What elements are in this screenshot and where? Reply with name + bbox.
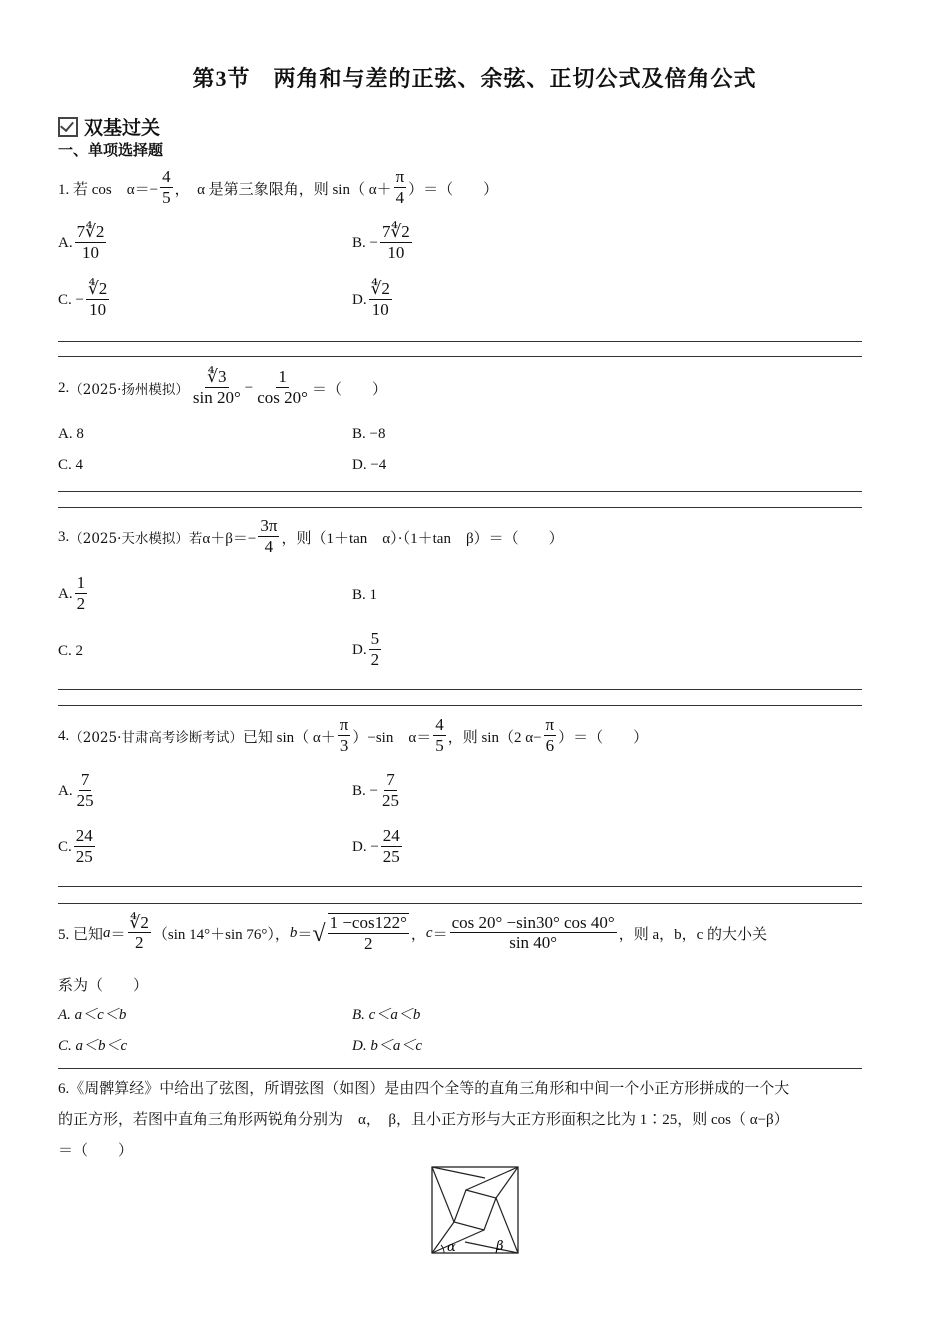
q2-source: （2025·扬州模拟） bbox=[69, 382, 189, 399]
q2-option-b[interactable]: B. −8 bbox=[352, 426, 386, 442]
subsection-heading: 一、单项选择题 bbox=[58, 143, 164, 159]
frac-den: 2 bbox=[76, 593, 86, 613]
q5-stem-a: 5. 已知 bbox=[58, 927, 104, 944]
frac-den: 2 bbox=[134, 933, 144, 953]
frac-den: sin 40° bbox=[509, 933, 558, 953]
q5-comma: ， bbox=[410, 927, 426, 944]
answer-line bbox=[58, 507, 862, 508]
option-label: B. − bbox=[352, 782, 378, 799]
q3-option-a[interactable] bbox=[58, 574, 89, 614]
option-frac bbox=[381, 827, 402, 867]
frac-num: π bbox=[395, 167, 405, 186]
question-4 bbox=[58, 716, 648, 756]
frac-den: 10 bbox=[89, 299, 107, 319]
q4-frac-1 bbox=[338, 716, 351, 756]
frac-num: 1 −cos122° bbox=[329, 913, 407, 932]
frac-num: 1 bbox=[278, 367, 287, 386]
frac-den: 10 bbox=[371, 299, 389, 319]
q5-eq: ＝ bbox=[110, 927, 126, 944]
inner-square bbox=[454, 1190, 496, 1230]
q4-option-c[interactable] bbox=[58, 827, 97, 867]
option-frac bbox=[75, 771, 96, 811]
q4-option-a[interactable] bbox=[58, 771, 98, 811]
q4-frac-3 bbox=[544, 716, 557, 756]
option-frac bbox=[75, 574, 88, 614]
q5-stem-line2: 系为（ ） bbox=[58, 978, 149, 994]
q4-option-b[interactable] bbox=[352, 771, 403, 811]
q4-stem-a: 已知 sin（ α＋ bbox=[242, 729, 336, 746]
q2-frac-2 bbox=[255, 368, 310, 408]
frac-den: 2 bbox=[363, 933, 373, 953]
frac-num: 4 bbox=[435, 715, 444, 734]
q4-frac-2 bbox=[433, 716, 446, 756]
frac-den: 25 bbox=[381, 790, 399, 810]
answer-line bbox=[58, 689, 862, 690]
frac-den: 25 bbox=[382, 846, 400, 866]
guide bbox=[432, 1167, 518, 1253]
answer-line bbox=[58, 903, 862, 904]
q2-tail: ＝（ ） bbox=[311, 381, 387, 398]
frac-den: 4 bbox=[264, 536, 274, 556]
tri-edge bbox=[465, 1242, 518, 1253]
q4-number: 4. bbox=[58, 727, 70, 744]
answer-line bbox=[58, 341, 862, 342]
question-5 bbox=[58, 913, 767, 954]
q4-stem-d: ）＝（ ） bbox=[558, 729, 649, 746]
frac-num: 7∜2 bbox=[381, 222, 410, 241]
q3-option-c[interactable]: C. 2 bbox=[58, 643, 84, 659]
q5-option-c[interactable]: C. a＜b＜c bbox=[58, 1038, 128, 1054]
option-label: A. bbox=[58, 234, 73, 251]
q5-eq: ＝ bbox=[297, 927, 313, 944]
q1-stem-b: ， α 是第三象限角，则 sin（ α＋ bbox=[174, 181, 392, 198]
frac-den: 4 bbox=[395, 187, 405, 207]
frac-num: ∜2 bbox=[87, 279, 108, 298]
q3-option-d[interactable] bbox=[352, 630, 383, 670]
q5-frac-c bbox=[450, 914, 617, 954]
option-label: C. − bbox=[58, 291, 84, 308]
q1-frac-2 bbox=[394, 168, 407, 208]
option-label: A. bbox=[58, 782, 73, 799]
frac-den: cos 20° bbox=[257, 387, 308, 407]
q2-frac-1 bbox=[191, 368, 243, 408]
q3-number: 3. bbox=[58, 528, 70, 545]
option-label: D. bbox=[352, 641, 367, 658]
q4-stem-b: ）−sin α＝ bbox=[352, 729, 432, 746]
q6-line-1: 6.《周髀算经》中给出了弦图，所谓弦图（如图）是由四个全等的直角三角形和中间一个小正方形拼成的一个大 bbox=[58, 1081, 790, 1097]
frac-den: 3 bbox=[339, 735, 349, 755]
checkbox-icon bbox=[58, 117, 78, 137]
q5-stem-c: ，则 a，b，c 的大小关 bbox=[618, 927, 768, 944]
q5-option-b[interactable]: B. c＜a＜b bbox=[352, 1007, 421, 1023]
frac-num: 1 bbox=[76, 573, 86, 592]
answer-line bbox=[58, 491, 862, 492]
frac-num: cos 20° −sin30° cos 40° bbox=[451, 912, 615, 932]
answer-line bbox=[58, 1068, 862, 1069]
q3-frac bbox=[258, 517, 279, 557]
frac-num: 4 bbox=[162, 167, 171, 186]
answer-line bbox=[58, 886, 862, 887]
section-heading bbox=[58, 113, 160, 140]
answer-line bbox=[58, 356, 862, 357]
q1-option-a[interactable] bbox=[58, 223, 108, 263]
q2-option-c[interactable]: C. 4 bbox=[58, 457, 84, 473]
frac-den: 5 bbox=[435, 735, 444, 755]
frac-den: 10 bbox=[82, 242, 100, 262]
frac-num: 24 bbox=[382, 826, 400, 845]
option-label: C. bbox=[58, 838, 72, 855]
frac-num: π bbox=[339, 715, 349, 734]
question-2 bbox=[58, 368, 387, 408]
frac-num: 5 bbox=[370, 629, 380, 648]
q5-var-b: b bbox=[289, 925, 298, 942]
option-label: A. bbox=[58, 585, 73, 602]
option-frac bbox=[380, 771, 401, 811]
q5-option-d[interactable]: D. b＜a＜c bbox=[352, 1038, 422, 1054]
q1-stem-c: ）＝（ ） bbox=[408, 181, 499, 198]
frac-den: 5 bbox=[162, 187, 171, 207]
q2-number: 2. bbox=[58, 379, 70, 396]
q5-frac-a bbox=[128, 914, 151, 954]
frac-num: π bbox=[545, 715, 555, 734]
frac-num: 3π bbox=[260, 516, 278, 535]
q2-option-a[interactable]: A. 8 bbox=[58, 426, 84, 442]
option-frac bbox=[75, 223, 107, 263]
frac-den: 25 bbox=[75, 846, 93, 866]
q5-var-c: c bbox=[425, 925, 433, 942]
sqrt-sign-icon: √ bbox=[312, 920, 326, 947]
frac-num: 24 bbox=[75, 826, 93, 845]
frac-num: ∜3 bbox=[207, 367, 227, 386]
q4-stem-c: ，则 sin（2 α− bbox=[447, 729, 542, 746]
frac-den: 2 bbox=[370, 649, 380, 669]
q6-line-2: 的正方形，若图中直角三角形两锐角分别为 α， β，且小正方形与大正方形面积之比为 1∶25，则 cos（ α−β） bbox=[58, 1112, 789, 1128]
tri-edge bbox=[432, 1167, 485, 1178]
q4-option-d[interactable] bbox=[352, 827, 404, 867]
question-1 bbox=[58, 168, 498, 208]
page-title: 第3节 两角和与差的正弦、余弦、正切公式及倍角公式 bbox=[192, 66, 757, 91]
option-label: D. bbox=[352, 291, 367, 308]
q1-stem-a: 1. 若 cos α＝− bbox=[58, 181, 159, 198]
frac-den: 25 bbox=[76, 790, 94, 810]
q5-frac-b bbox=[328, 913, 409, 954]
option-label: B. − bbox=[352, 234, 378, 251]
q2-minus: − bbox=[244, 379, 254, 396]
outer-square bbox=[432, 1167, 518, 1253]
q1-option-b[interactable] bbox=[352, 223, 414, 263]
q3-source: （2025·天水模拟）若 bbox=[69, 531, 203, 548]
frac-num: 7∜2 bbox=[76, 222, 105, 241]
option-frac bbox=[86, 280, 109, 320]
tri-edge bbox=[432, 1167, 454, 1222]
beta-label: β bbox=[496, 1239, 504, 1254]
frac-num: 7 bbox=[80, 770, 90, 789]
answer-line bbox=[58, 705, 862, 706]
q6-line-3: ＝（ ） bbox=[58, 1143, 134, 1159]
q5-var-a: a bbox=[103, 925, 111, 942]
option-frac bbox=[369, 280, 392, 320]
section-label: 双基过关 bbox=[84, 118, 161, 139]
option-frac bbox=[369, 630, 382, 670]
question-6 bbox=[58, 1074, 891, 1167]
q5-eq: ＝ bbox=[432, 927, 448, 944]
q3-option-b[interactable]: B. 1 bbox=[352, 587, 378, 603]
frac-den: 6 bbox=[545, 735, 555, 755]
option-frac bbox=[380, 223, 412, 263]
q5-option-a[interactable]: A. a＜c＜b bbox=[58, 1007, 127, 1023]
option-frac bbox=[74, 827, 95, 867]
alpha-label: α bbox=[447, 1240, 456, 1255]
q3-stem-b: ，则（1＋tan α）·（1＋tan β）＝（ ） bbox=[281, 530, 564, 547]
frac-den: sin 20° bbox=[192, 387, 241, 407]
xian-diagram bbox=[430, 1165, 520, 1257]
q5-stem-b: （sin 14°＋sin 76°）， bbox=[152, 927, 290, 944]
q1-frac-1 bbox=[160, 168, 173, 208]
question-3 bbox=[58, 517, 564, 557]
option-label: D. − bbox=[352, 838, 379, 855]
q4-source: （2025·甘肃高考诊断考试） bbox=[69, 730, 243, 747]
q3-stem-a: α＋β＝− bbox=[202, 530, 257, 547]
q1-option-c[interactable] bbox=[58, 280, 111, 320]
frac-num: 7 bbox=[386, 770, 395, 789]
frac-num: ∜2 bbox=[129, 912, 149, 932]
q2-option-d[interactable]: D. −4 bbox=[352, 457, 387, 473]
frac-num: ∜2 bbox=[370, 279, 390, 298]
q1-option-d[interactable] bbox=[352, 280, 394, 320]
frac-den: 10 bbox=[387, 242, 405, 262]
